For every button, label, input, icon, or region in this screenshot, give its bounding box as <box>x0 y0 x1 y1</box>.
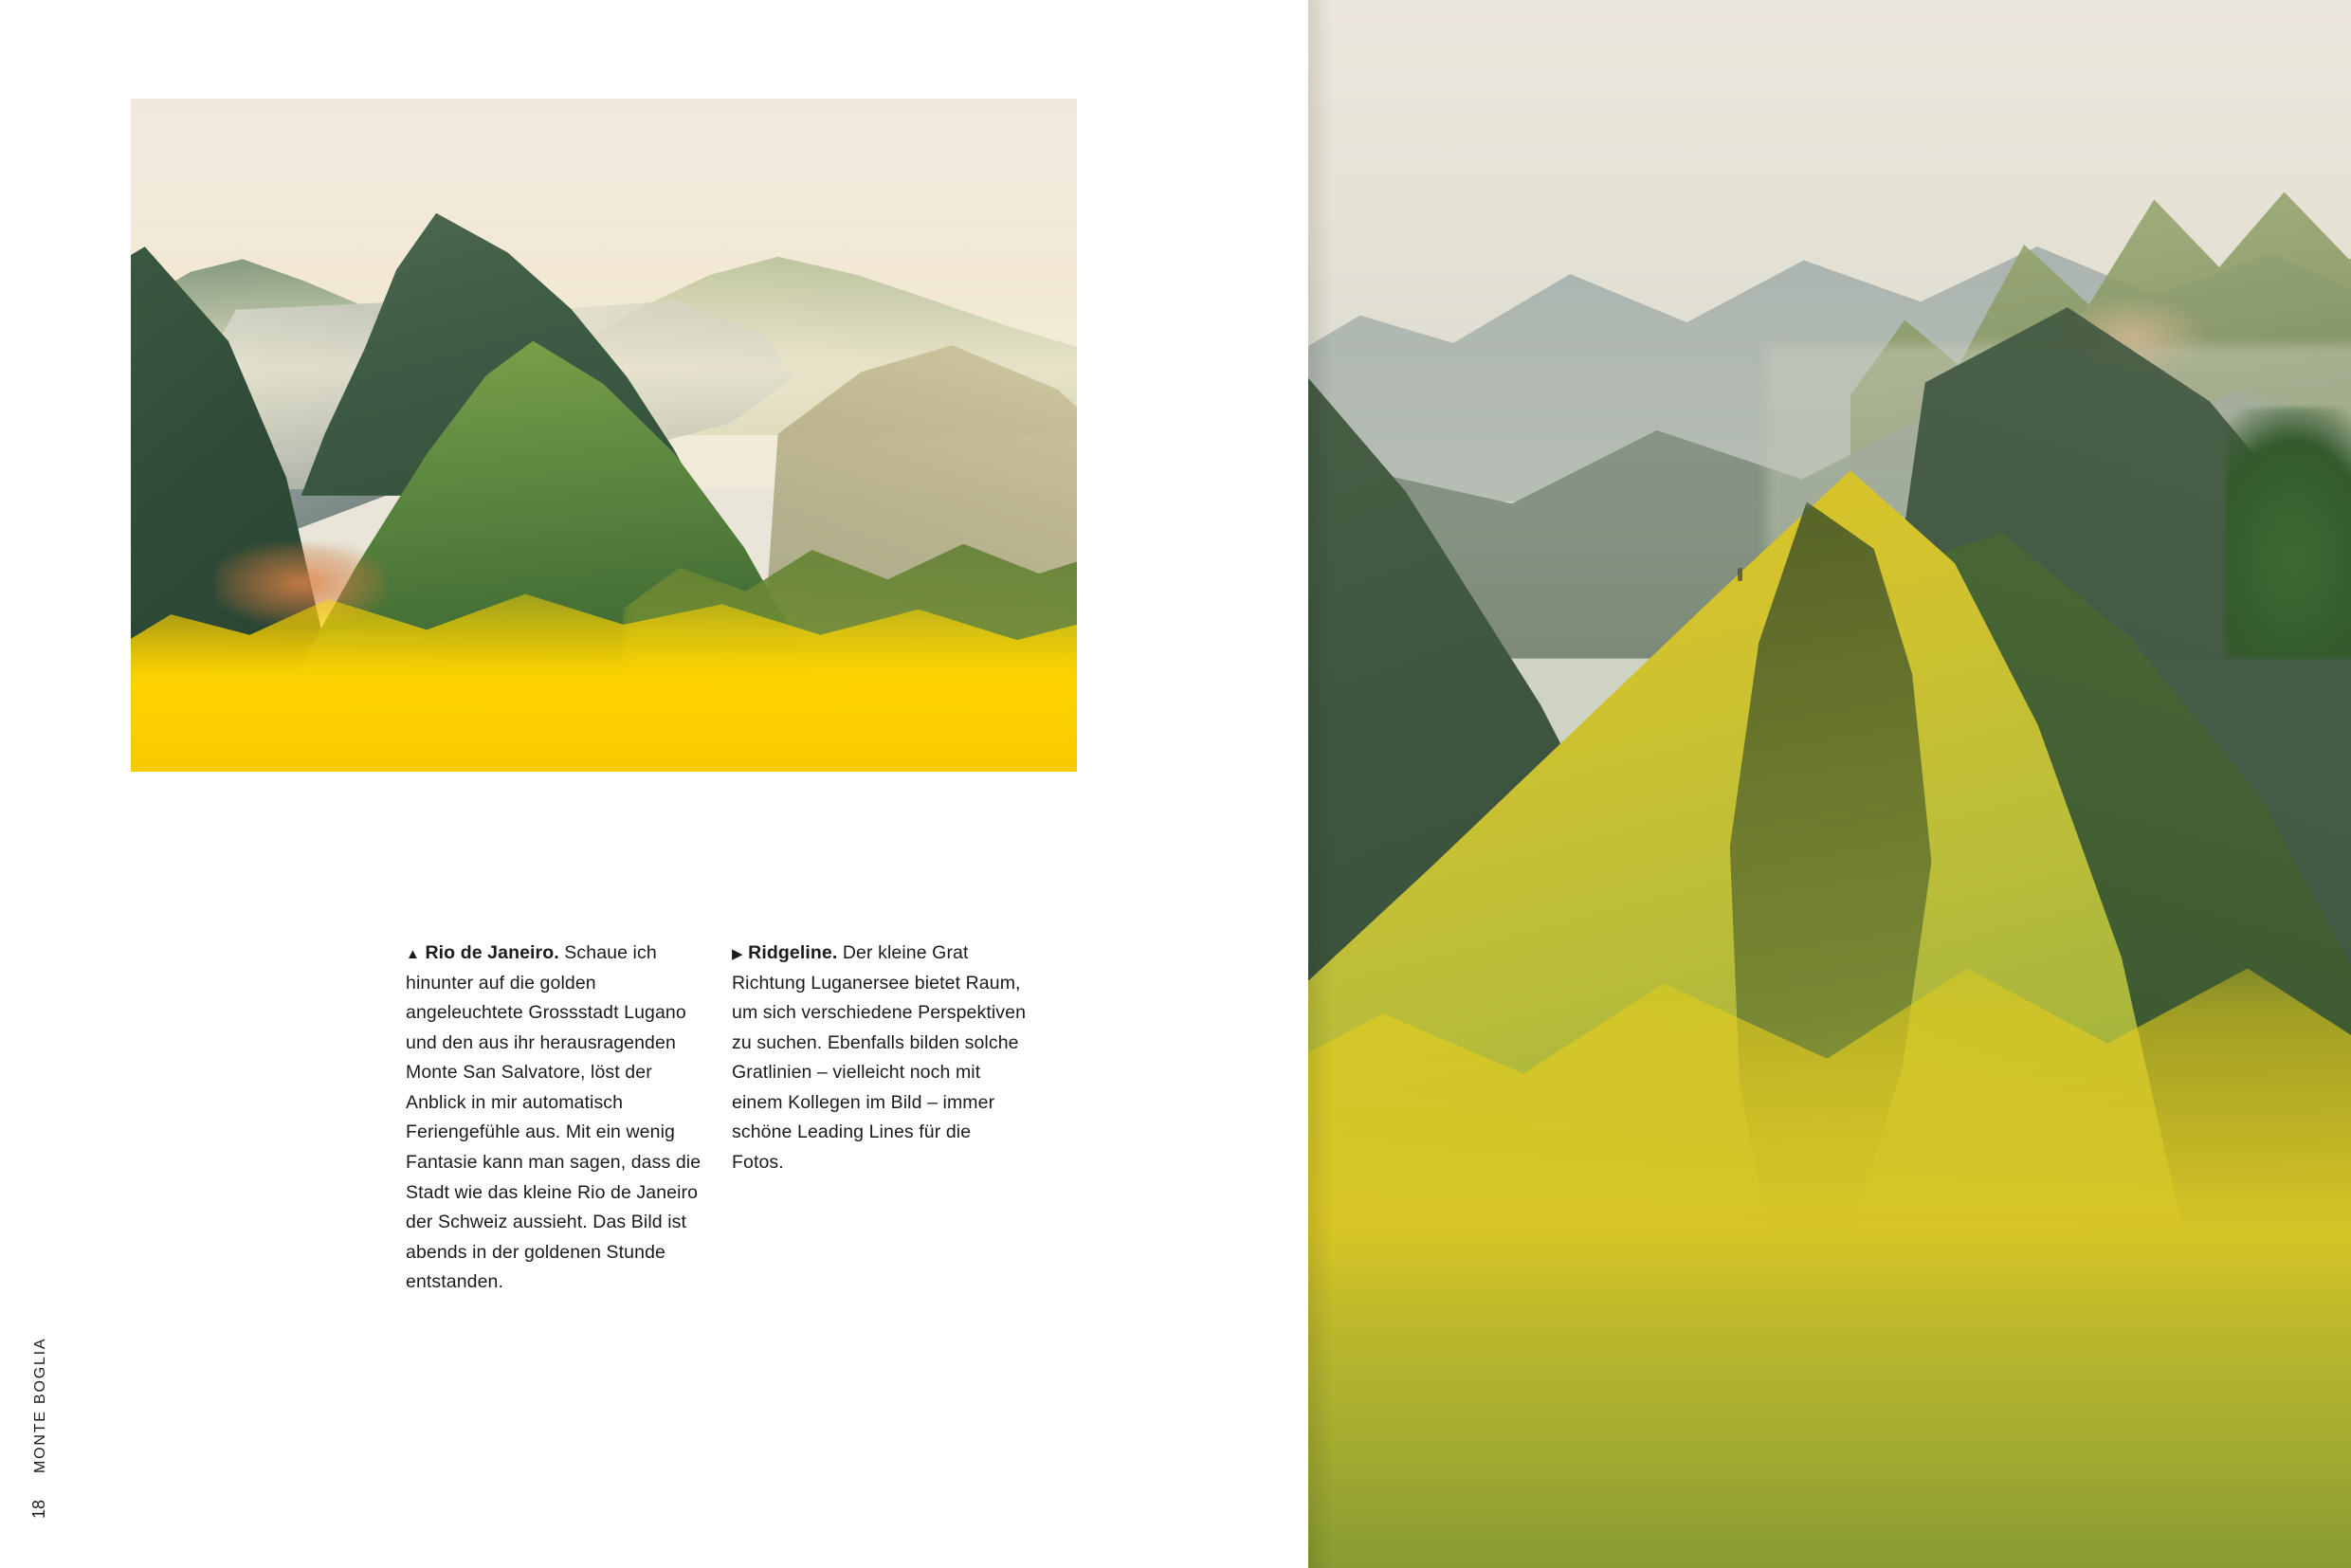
caption-marker-right: ▶ <box>732 946 743 962</box>
caption-body-text: Der kleine Grat Richtung Luganersee bietet Raum, um sich verschiedene Perspektiven zu suchen. Ebenfalls bilden solche Gratlinien – vielleicht noch mit einem Kollegen im Bild – immer schöne Leading Lines für die Fotos. <box>732 942 1027 1174</box>
caption-ridgeline <box>732 939 1028 1178</box>
right-page <box>1308 0 2351 1568</box>
caption-marker-up: ▲ <box>406 946 420 962</box>
photo-foreground-blur <box>1308 1223 2351 1568</box>
caption-lead-label: Ridgeline. <box>748 942 838 963</box>
page-number: 18 <box>29 1499 48 1519</box>
caption-rio-de-janeiro <box>406 939 707 1298</box>
photo-hiker-figure <box>1738 568 1742 581</box>
photo-right-tree <box>2226 408 2351 659</box>
caption-body-text: Schaue ich hinunter auf die golden angeleuchtete Grossstadt Lugano und den aus ihr herausragenden Monte San Salvatore, löst der Anblick in mir automatisch Feriengefühle aus. Mit ein wenig Fantasie kann man sagen, dass die Stadt wie das kleine Rio de Janeiro der Schweiz aussieht. Das Bild ist abends in der goldenen Stunde entstanden. <box>406 942 702 1293</box>
running-head: MONTE BOGLIA <box>32 1337 48 1473</box>
caption-lead-label: Rio de Janeiro. <box>425 942 559 963</box>
lake-lugano-photo <box>131 99 1077 772</box>
